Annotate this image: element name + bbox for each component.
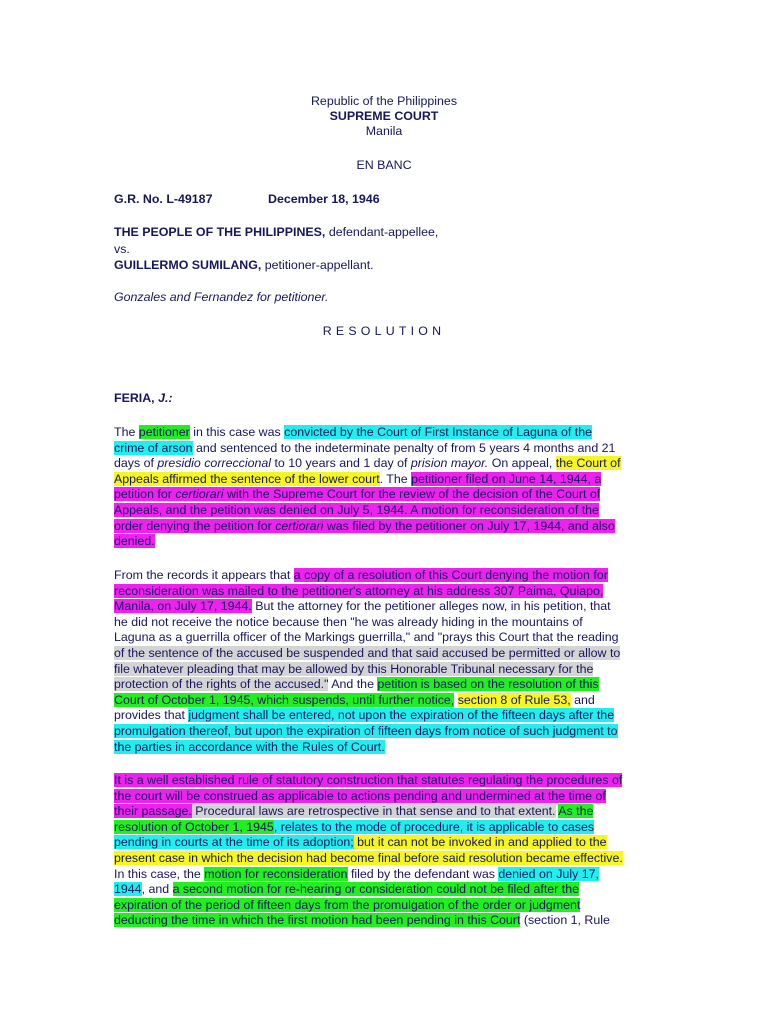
opinion-author xyxy=(114,391,173,407)
case-date-line xyxy=(268,192,380,208)
p2-line: protection of the rights of the accused." And the petition is based on the resolution of this xyxy=(114,677,599,692)
p3-line: pending in courts at the time of its adoption; but it can not be invoked in and applied to the xyxy=(114,835,607,850)
court-name xyxy=(0,109,768,124)
paragraph-2 xyxy=(114,568,654,755)
party-2 xyxy=(114,258,374,274)
gr-number: G.R. No. L-49187 xyxy=(114,192,213,206)
p2-line: reconsideration was mailed to the petitioner's attorney at his address 307 Paima, Quiapo, xyxy=(114,583,604,598)
p3-line: expiration of the period of fifteen days from the promulgation of the order or judgment xyxy=(114,897,581,912)
p1-line: denied. xyxy=(114,534,155,549)
p2-line: provides that judgment shall be entered, not upon the expiration of the fifteen days after the xyxy=(114,708,615,723)
p3-line: their passage. Procedural laws are retrospective in that sense and to that extent. As the xyxy=(114,804,594,819)
p3-line: the court will be construed as applicable to actions pending and undermined at the time of xyxy=(114,788,606,803)
p2-line: Court of October 1, 1945, which suspends, until further notice, section 8 of Rule 53, and xyxy=(114,692,595,707)
p1-line: The petitioner in this case was convicted by the Court of First Instance of Laguna of the xyxy=(114,425,593,439)
party-1-name: THE PEOPLE OF THE PHILIPPINES, xyxy=(114,225,326,239)
city-line: Manila xyxy=(365,124,403,138)
party-1-role: defendant-appellee, xyxy=(325,225,439,239)
p2-line: Laguna as a guerrilla officer of the Markings guerrilla," and "prays this Court that the reading xyxy=(114,630,619,645)
resolution-title xyxy=(0,324,768,339)
p3-line: 1944, and a second motion for re-hearing or consideration could not be filed after the xyxy=(114,882,579,897)
court-name-text: SUPREME COURT xyxy=(329,109,439,123)
p3-line: resolution of October 1, 1945, relates to the mode of procedure, it is applicable to cases xyxy=(114,819,595,834)
party-1 xyxy=(114,225,438,241)
republic-line: Republic of the Philippines xyxy=(310,94,458,108)
p1-line: Appeals affirmed the sentence of the lower court. The petitioner filed on June 14, 1944, a xyxy=(114,471,602,486)
paragraph-3 xyxy=(114,773,654,929)
p2-line: the parties in accordance with the Rules of Court. xyxy=(114,739,385,754)
p2-line: he did not receive the notice because then "he was already hiding in the mountains of xyxy=(114,614,583,629)
p1-line: crime of arson and sentenced to the indeterminate penalty of from 5 years 4 months and 21 xyxy=(114,440,616,455)
p2-line: file whatever pleading that may be allowed by this Honorable Tribunal necessary for the xyxy=(114,661,594,676)
party-2-name: GUILLERMO SUMILANG, xyxy=(114,258,262,272)
counsel-line xyxy=(114,290,328,306)
author-suffix: J.: xyxy=(158,391,173,405)
p1-line: petition for certiorari with the Supreme Court for the review of the decision of the Court of xyxy=(114,487,601,502)
resolution-title-text: RESOLUTION xyxy=(322,324,446,338)
counsel-text: Gonzales and Fernandez for petitioner. xyxy=(114,290,329,304)
p1-line: order denying the petition for certiorari was filed by the petitioner on July 17, 1944, and also xyxy=(114,518,615,533)
case-date: December 18, 1946 xyxy=(268,192,380,206)
versus: vs. xyxy=(114,242,130,256)
p3-line: It is a well established rule of statutory construction that statutes regulating the procedures of xyxy=(114,773,623,787)
author-name: FERIA, xyxy=(114,391,155,405)
case-number-line xyxy=(114,192,212,208)
paragraph-1 xyxy=(114,425,654,550)
p1-line: days of presidio correccional to 10 years and 1 day of prision mayor. On appeal, the Court of xyxy=(114,456,621,471)
division-line: EN BANC xyxy=(356,158,412,172)
p2-line: of the sentence of the accused be suspended and that said accused be permitted or allow to xyxy=(114,645,621,660)
p1-line: Appeals, and the petition was denied on July 5, 1944. A motion for reconsideration of the xyxy=(114,502,599,517)
p3-line: deducting the time in which the first motion had been pending in this Court (section 1, Rule xyxy=(114,913,610,928)
p2-line: From the records it appears that a copy of a resolution of this Court denying the motion for xyxy=(114,568,608,582)
p3-line: In this case, the motion for reconsideration filed by the defendant was denied on July 17, xyxy=(114,866,599,881)
party-2-role: petitioner-appellant. xyxy=(261,258,374,272)
p3-line: present case in which the decision had become final before said resolution became effective. xyxy=(114,850,623,865)
p2-line: Manila, on July 17, 1944. But the attorney for the petitioner alleges now, in his petition, that xyxy=(114,599,611,614)
p2-line: promulgation thereof, but upon the expiration of fifteen days from notice of such judgment to xyxy=(114,723,618,738)
